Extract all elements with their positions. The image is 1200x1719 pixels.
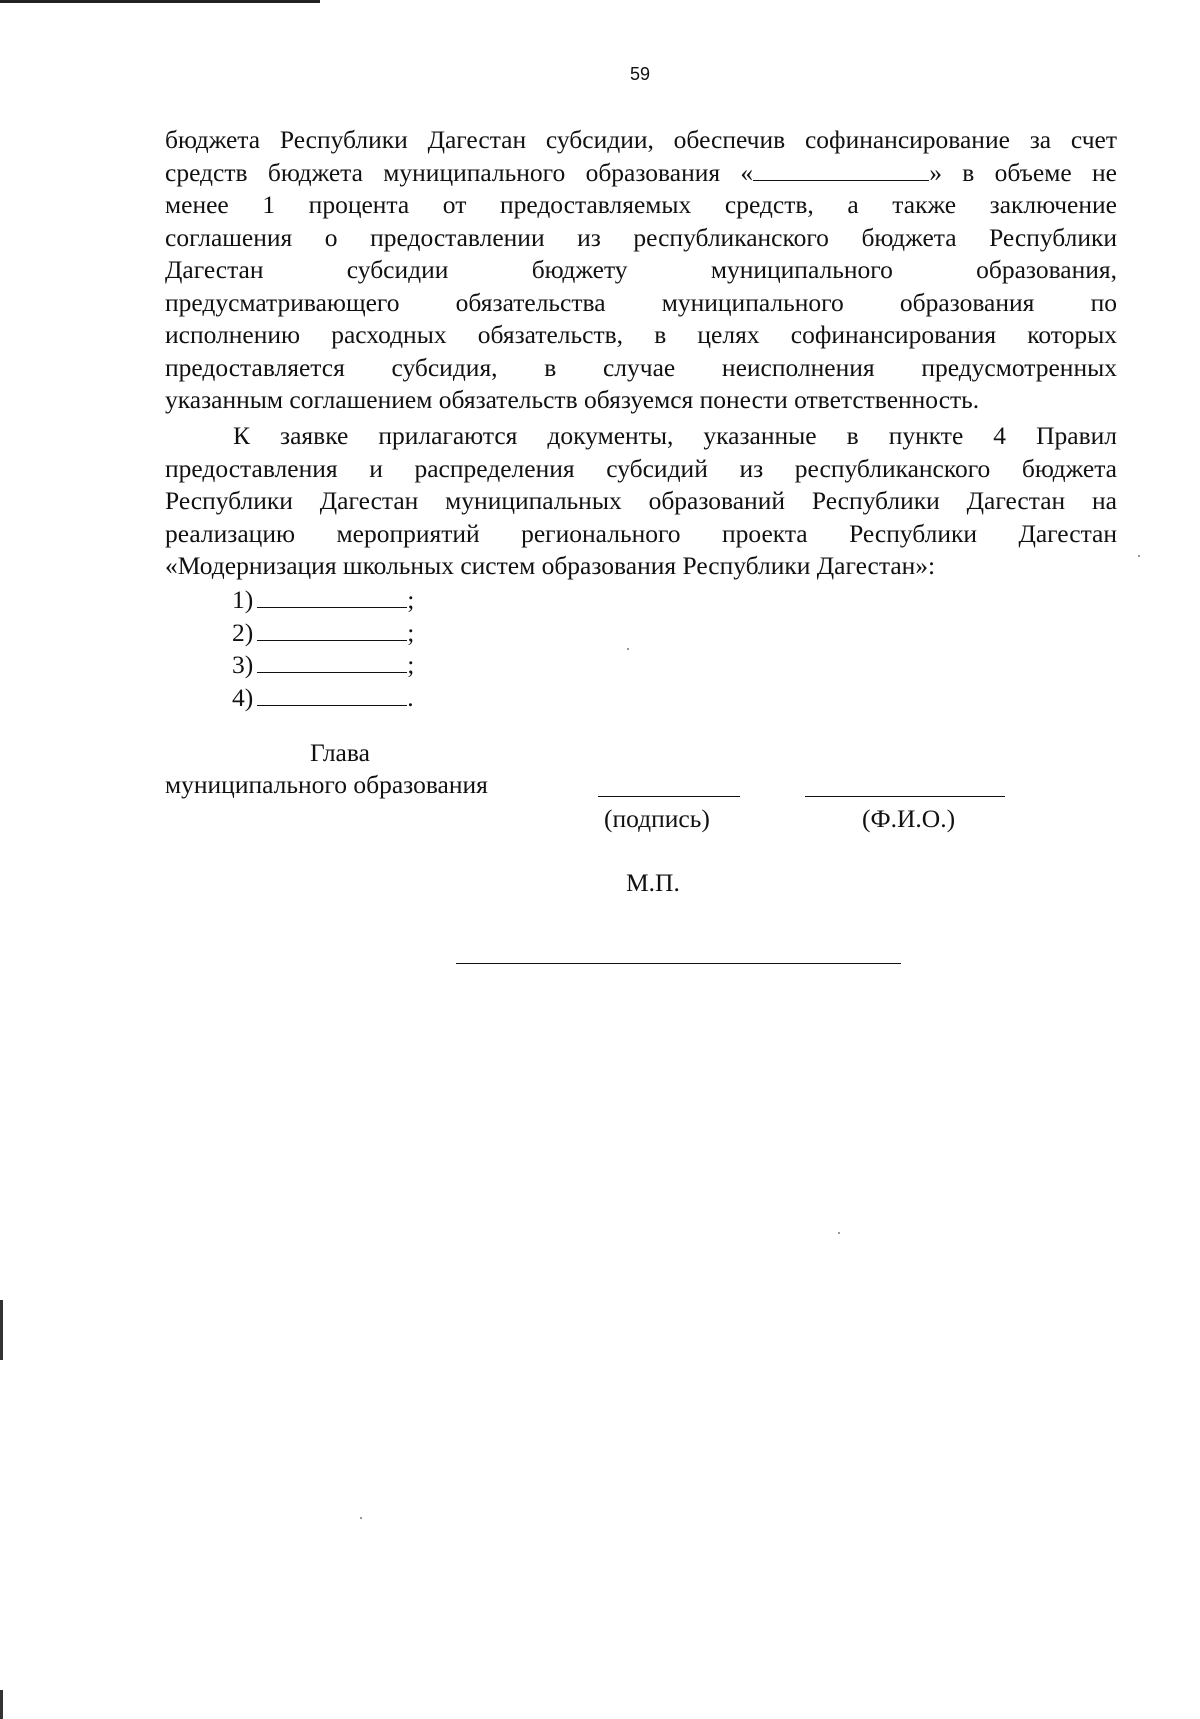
attachment-blank-field: [257, 683, 407, 706]
attachment-blank-field: [257, 618, 407, 641]
list-item-end: ;: [407, 617, 415, 647]
paragraph-1: [165, 124, 1117, 417]
list-item-number: 1): [232, 585, 254, 614]
text-line: исполнению расходных обязательств, в целях софинансирования которых: [165, 320, 1117, 349]
list-item-number: 4): [232, 682, 254, 712]
signatory-title-continued: муниципального образования: [165, 770, 488, 799]
list-item-number: 3): [232, 650, 254, 679]
end-divider: [456, 963, 901, 964]
scan-edge-mark: [0, 0, 320, 3]
text-line: указанным соглашением обязательств обязуемся понести ответственность.: [165, 385, 980, 414]
scan-speck: [838, 1232, 840, 1234]
text-line: К заявке прилагаются документы, указанные в пункте 4 Правил: [233, 421, 1117, 450]
scan-edge-mark: [0, 1690, 3, 1719]
scan-speck: [627, 648, 629, 650]
signatory-title: Глава: [310, 738, 370, 767]
scan-speck: [360, 1517, 362, 1519]
page-number: 59: [629, 64, 651, 84]
text-line: предоставляется субсидия, в случае неисполнения предусмотренных: [165, 352, 1117, 382]
list-item: [232, 617, 414, 650]
attachments-list: [232, 584, 414, 714]
text-line-with-blank: [165, 157, 1117, 190]
text-fragment: средств бюджета муниципального образования «: [165, 157, 754, 187]
text-line: соглашения о предоставлении из республиканского бюджета Республики: [165, 222, 1117, 252]
attachment-blank-field: [257, 650, 407, 673]
scan-speck: [1138, 555, 1140, 557]
signature-line: [598, 796, 740, 797]
text-fragment: » в объеме не: [929, 157, 1117, 187]
list-item: [232, 584, 414, 617]
paragraph-2: [165, 420, 1117, 583]
text-line: «Модернизация школьных систем образования Республики Дагестан»:: [165, 551, 936, 580]
text-line: предоставления и распределения субсидий из республиканского бюджета: [165, 453, 1117, 483]
attachment-blank-field: [257, 585, 407, 608]
full-name-line: [805, 796, 1005, 797]
text-line: бюджета Республики Дагестан субсидии, обеспечив софинансирование за счет: [165, 125, 1117, 154]
municipality-blank-field: [753, 158, 929, 181]
list-item: [232, 682, 414, 715]
text-line: реализацию мероприятий регионального проекта Республики Дагестан: [165, 518, 1117, 548]
signature-caption: (подпись): [604, 804, 710, 833]
list-item-number: 2): [232, 617, 254, 647]
full-name-caption: (Ф.И.О.): [862, 804, 956, 833]
list-item: [232, 649, 414, 682]
text-line: Республики Дагестан муниципальных образований Республики Дагестан на: [165, 486, 1117, 515]
text-line: менее 1 процента от предоставляемых средств, а также заключение: [165, 190, 1117, 219]
scan-edge-mark: [0, 1300, 3, 1360]
text-line: Дагестан субсидии бюджету муниципального образования,: [165, 255, 1117, 284]
list-item-end: ;: [407, 585, 415, 614]
stamp-place-label: М.П.: [626, 868, 680, 897]
text-line: предусматривающего обязательства муниципального образования по: [165, 287, 1117, 317]
list-item-end: .: [407, 682, 414, 712]
list-item-end: ;: [407, 650, 415, 679]
